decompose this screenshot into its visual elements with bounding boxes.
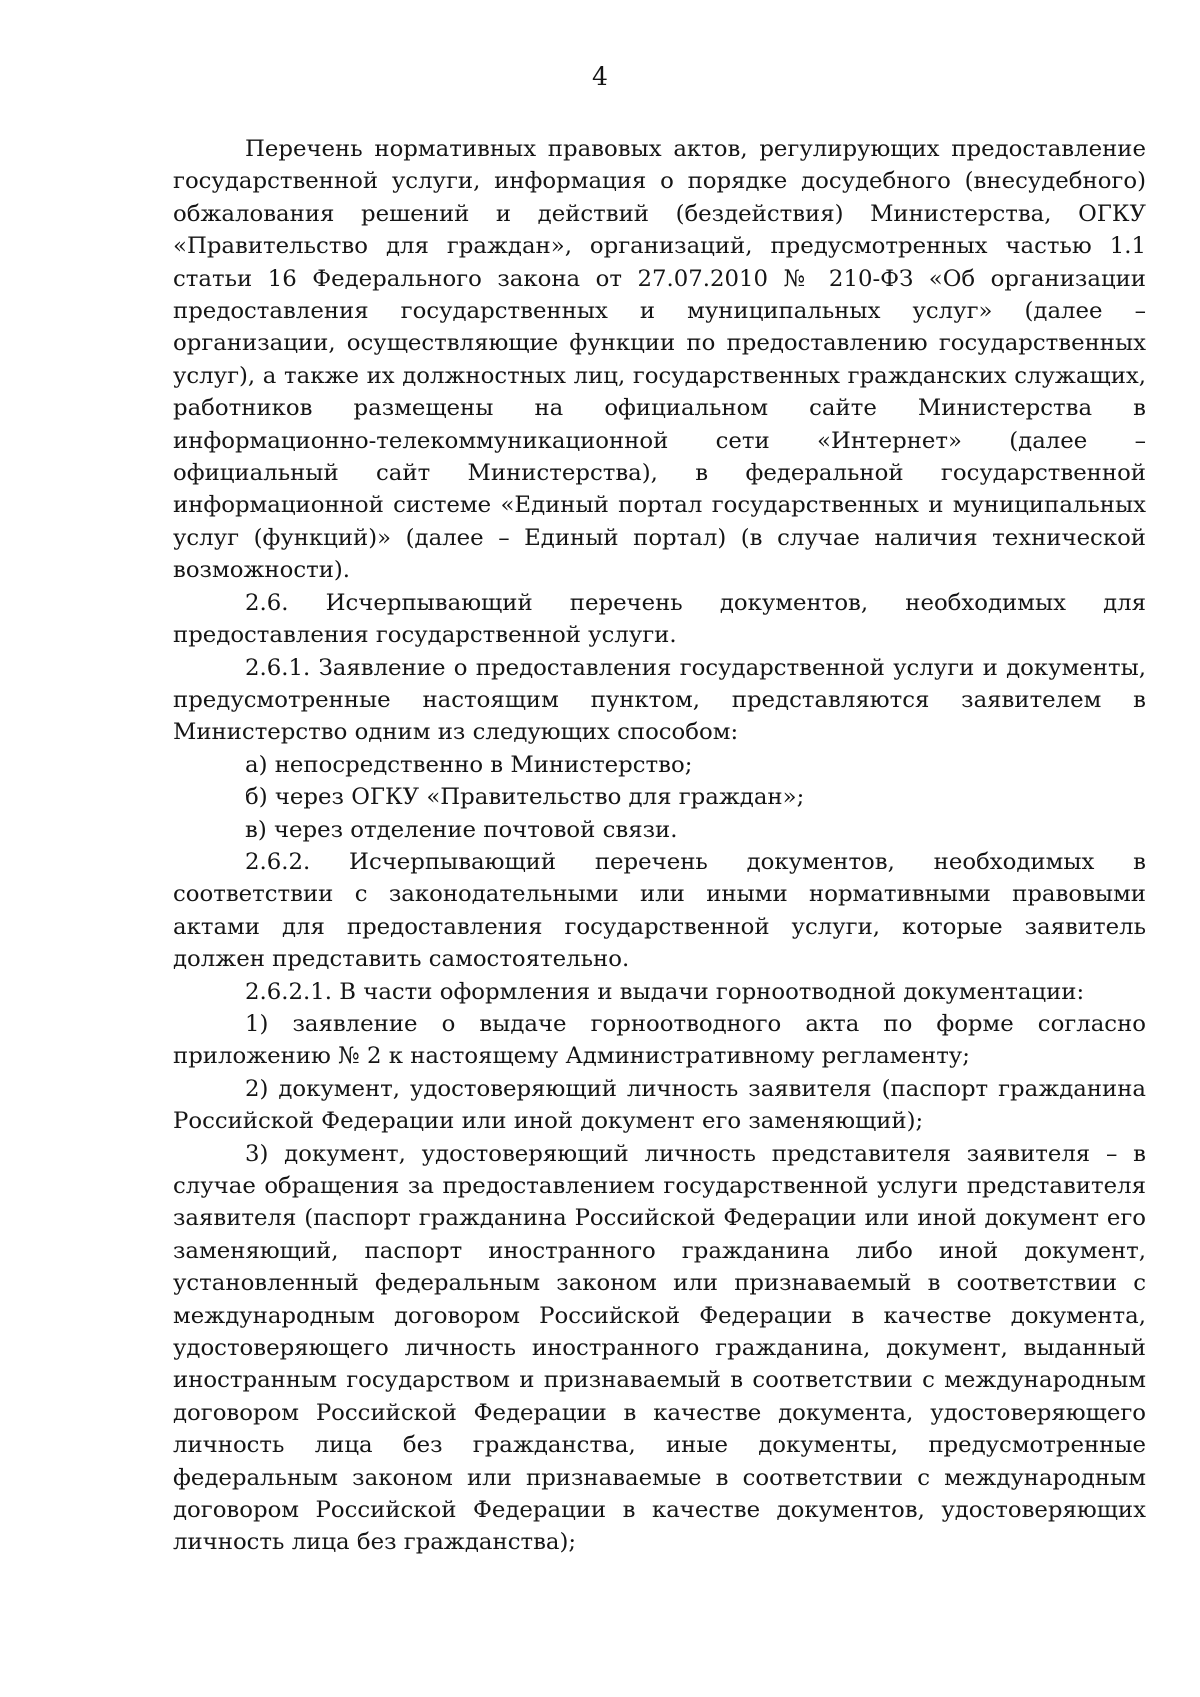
list-item-a: а) непосредственно в Министерство;	[245, 751, 693, 778]
list-item-v: в) через отделение почтовой связи.	[245, 816, 678, 843]
page-number: 4	[592, 62, 608, 91]
list-item-b: б) через ОГКУ «Правительство для граждан»;	[245, 784, 805, 811]
paragraph-2-6-heading: 2.6. Исчерпывающий перечень документов, необходимых для предоставления государственной услуги.	[173, 589, 1146, 649]
document-body	[173, 133, 1146, 1559]
list-item-2: 2) документ, удостоверяющий личность заявителя (паспорт гражданина Российской Федерации или иной документ его заменяющий);	[173, 1075, 1146, 1135]
paragraph-2-6-2: 2.6.2. Исчерпывающий перечень документов, необходимых в соответствии с законодательными или иными нормативными правовыми актами для предоставления государственной услуги, которые заявитель должен представить самостоятельно.	[173, 848, 1146, 973]
paragraph-2-6-1: 2.6.1. Заявление о предоставления государственной услуги и документы, предусмотренные настоящим пунктом, представляются заявителем в Министерство одним из следующих способом:	[173, 654, 1146, 746]
list-item-3: 3) документ, удостоверяющий личность представителя заявителя – в случае обращения за предоставлением государственной услуги представителя заявителя (паспорт гражданина Российской Федерации или иной документ его заменяющий, паспорт иностранного гражданина либо иной документ, установленный федеральным законом или признаваемый в соответствии с международным договором Российской Федерации в качестве документа, удостоверяющего личность иностранного гражданина, документ, выданный иностранным государством и признаваемый в соответствии с международным договором Российской Федерации в качестве документа, удостоверяющего личность лица без гражданства, иные документы, предусмотренные федеральным законом или признаваемые в соответствии с международным договором Российской Федерации в качестве документов, удостоверяющих личность лица без гражданства);	[173, 1140, 1146, 1556]
paragraph-legal-acts-list: Перечень нормативных правовых актов, регулирующих предоставление государственной услуги, информация о порядке досудебного (внесудебного) обжалования решений и действий (бездействия) Министерства, ОГКУ «Правительство для граждан», организаций, предусмотренных частью 1.1 статьи 16 Федерального закона от 27.07.2010 № 210-ФЗ «Об организации предоставления государственных и муниципальных услуг» (далее – организации, осуществляющие функции по предоставлению государственных услуг), а также их должностных лиц, государственных гражданских служащих, работников размещены на официальном сайте Министерства в информационно-телекоммуникационной сети «Интернет» (далее – официальный сайт Министерства), в федеральной государственной информационной системе «Единый портал государственных и муниципальных услуг (функций)» (далее – Единый портал) (в случае наличия технической возможности).	[173, 136, 1146, 584]
paragraph-2-6-2-1: 2.6.2.1. В части оформления и выдачи горноотводной документации:	[245, 978, 1085, 1005]
list-item-1: 1) заявление о выдаче горноотводного акта по форме согласно приложению № 2 к настоящему Административному регламенту;	[173, 1010, 1146, 1070]
